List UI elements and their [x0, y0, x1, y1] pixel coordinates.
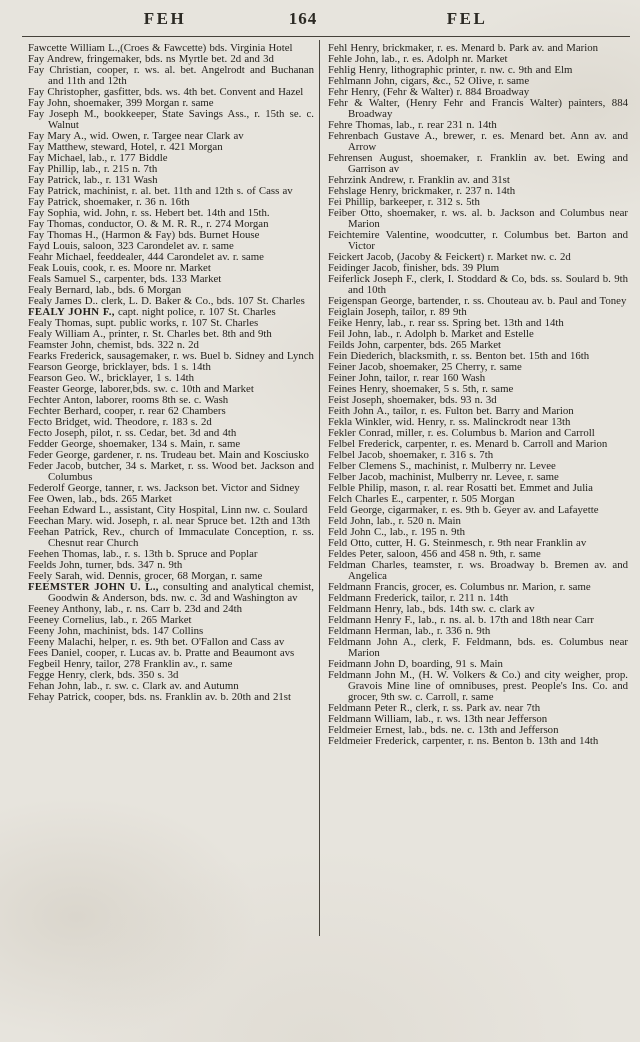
directory-entry: Federolf George, tanner, r. ws. Jackson bet. Victor and Sidney	[28, 482, 300, 494]
directory-entry: Fay Patrick, shoemaker, r. 36 n. 16th	[28, 196, 190, 208]
directory-entry: Fehlig Henry, lithographic printer, r. nw. c. 9th and Elm	[328, 64, 573, 76]
directory-entry: Feldman Charles, teamster, r. ws. Broadway b. Bremen av. and Angelica	[328, 559, 628, 582]
directory-entry: Feldes Peter, saloon, 456 and 458 n. 9th, r. same	[328, 548, 541, 560]
directory-entry: Feeny John, machinist, bds. 147 Collins	[28, 625, 204, 637]
directory-entry: Fawcette William L.,(Croes & Fawcette) bds. Virginia Hotel	[28, 42, 293, 54]
directory-entry: Fehre Thomas, lab., r. rear 231 n. 14th	[328, 119, 497, 131]
entry-name-bold: FEEMSTER JOHN U. L.,	[28, 581, 159, 593]
directory-entry: Feak Louis, cook, r. es. Moore nr. Market	[28, 262, 211, 274]
directory-entry: Feehen Thomas, lab., r. s. 13th b. Spruce and Poplar	[28, 548, 258, 560]
directory-entry: Fealy Thomas, supt. public works, r. 107 St. Charles	[28, 317, 259, 329]
directory-entry: Feiglain Joseph, tailor, r. 89 9th	[328, 306, 467, 318]
directory-column-right	[328, 43, 628, 747]
directory-entry: Felber Jacob, machinist, Mulberry nr. Levee, r. same	[328, 471, 559, 483]
directory-entry: Felber Clemens S., machinist, r. Mulberry nr. Levee	[328, 460, 556, 472]
directory-entry: Fehrensen August, shoemaker, r. Franklin av. bet. Ewing and Garrison av	[328, 152, 628, 175]
directory-entry: Feines Henry, shoemaker, 5 s. 5th, r. same	[328, 383, 514, 395]
directory-entry: Fein Diederich, blacksmith, r. ss. Benton bet. 15th and 16th	[328, 350, 590, 362]
directory-entry: Feldmann Henry, lab., bds. 14th sw. c. clark av	[328, 603, 535, 615]
directory-entry: Felbel Jacob, shoemaker, r. 316 s. 7th	[328, 449, 494, 461]
directory-entry: Fay Thomas H., (Harmon & Fay) bds. Burnet House	[28, 229, 260, 241]
directory-entry: Feith John A., tailor, r. es. Fulton bet. Barry and Marion	[328, 405, 574, 417]
directory-entry: Feldmann Herman, lab., r. 336 n. 9th	[328, 625, 491, 637]
directory-entry: Feickert Jacob, (Jacoby & Feickert) r. Market nw. c. 2d	[328, 251, 571, 263]
column-divider-rule	[319, 40, 320, 936]
directory-entry: Feiferlick Joseph F., clerk, I. Stoddard & Co, bds. ss. Soulard b. 9th and 10th	[328, 273, 628, 296]
directory-entry: Feder George, gardener, r. ns. Trudeau bet. Main and Kosciusko	[28, 449, 309, 461]
directory-entry: FEEMSTER JOHN U. L., consulting and analytical chemist, Goodwin & Anderson, bds. nw. c. 3d and Washington av	[28, 581, 314, 604]
directory-entry: Fay Mary A., wid. Owen, r. Targee near Clark av	[28, 130, 244, 142]
directory-entry: Feely Sarah, wid. Dennis, grocer, 68 Morgan, r. same	[28, 570, 263, 582]
directory-entry: Feahr Michael, feeddealer, 444 Carondelet av. r. same	[28, 251, 264, 263]
directory-entry: Fehrzink Andrew, r. Franklin av. and 31st	[328, 174, 510, 186]
directory-entry: Feechan Mary. wid. Joseph, r. al. near Spruce bet. 12th and 13th	[28, 515, 311, 527]
directory-entry: Fay John, shoemaker, 399 Morgan r. same	[28, 97, 214, 109]
directory-entry: Fearson George, bricklayer, bds. 1 s. 14th	[28, 361, 211, 373]
directory-entry: Feiner John, tailor, r. rear 160 Wash	[328, 372, 486, 384]
directory-entry: Fehay Patrick, cooper, bds. ns. Franklin av. b. 20th and 21st	[28, 691, 291, 703]
directory-entry: Fay Sophia, wid. John, r. ss. Hebert bet. 14th and 15th.	[28, 207, 270, 219]
directory-entry: Feigenspan George, bartender, r. ss. Chouteau av. b. Paul and Toney	[328, 295, 627, 307]
directory-entry: Feld John, lab., r. 520 n. Main	[328, 515, 461, 527]
directory-entry: Feld George, cigarmaker, r. es. 9th b. Geyer av. and Lafayette	[328, 504, 599, 516]
directory-entry: Feldmann William, lab., r. ws. 13th near Jefferson	[328, 713, 548, 725]
header-guide-word-left: FEH	[143, 9, 187, 28]
directory-entry: Feals Samuel S., carpenter, bds. 133 Market	[28, 273, 222, 285]
directory-entry: Fearson Geo. W., bricklayer, 1 s. 14th	[28, 372, 194, 384]
directory-entry: Fay Phillip, lab., r. 215 n. 7th	[28, 163, 158, 175]
directory-entry: Feichtemire Valentine, woodcutter, r. Columbus bet. Barton and Victor	[328, 229, 628, 252]
directory-entry: Feldmann Frederick, tailor, r. 211 n. 14th	[328, 592, 509, 604]
directory-entry: Feelds John, turner, bds. 347 n. 9th	[28, 559, 183, 571]
directory-entry: Feeny Malachi, helper, r. es. 9th bet. O'Fallon and Cass av	[28, 636, 285, 648]
directory-entry: Fealy Bernard, lab., bds. 6 Morgan	[28, 284, 182, 296]
directory-entry: Feehan Edward L., assistant, City Hospital, Linn nw. c. Soulard	[28, 504, 308, 516]
directory-entry: Fechter Berhard, cooper, r. rear 62 Chambers	[28, 405, 226, 417]
directory-entry: Feiner Jacob, shoemaker, 25 Cherry, r. same	[328, 361, 522, 373]
directory-entry: Fehle John, lab., r. es. Adolph nr. Market	[328, 53, 508, 65]
directory-entry: Feidmann John D, boarding, 91 s. Main	[328, 658, 503, 670]
directory-entry: Fay Christian, cooper, r. ws. al. bet. Angelrodt and Buchanan and 11th and 12th	[28, 64, 314, 87]
directory-entry: Fay Patrick, machinist, r. al. bet. 11th and 12th s. of Cass av	[28, 185, 293, 197]
directory-entry: Fee Owen, lab., bds. 265 Market	[28, 493, 172, 505]
directory-entry: Feilds John, carpenter, bds. 265 Market	[328, 339, 501, 351]
directory-entry: Fees Daniel, cooper, r. Lucas av. b. Pratte and Beaumont avs	[28, 647, 295, 659]
directory-entry: Feiber Otto, shoemaker, r. ws. al. b. Jackson and Columbus near Marion	[328, 207, 628, 230]
directory-entry: Fay Matthew, steward, Hotel, r. 421 Morgan	[28, 141, 223, 153]
directory-entry: Feldmann Francis, grocer, es. Columbus nr. Marion, r. same	[328, 581, 591, 593]
directory-entry: Feeney Anthony, lab., r. ns. Carr b. 23d and 24th	[28, 603, 243, 615]
page-number: 164	[288, 9, 318, 28]
directory-entry: Feehan Patrick, Rev., church of Immaculate Conception, r. ss. Chesnut rear Church	[28, 526, 314, 549]
directory-entry: Fei Phillip, barkeeper, r. 312 s. 5th	[328, 196, 480, 208]
directory-entry: Feidinger Jacob, finisher, bds. 39 Plum	[328, 262, 500, 274]
directory-entry: Feaster George, laborer,bds. sw. c. 10th and Market	[28, 383, 254, 395]
directory-entry: Fehl Henry, brickmaker, r. es. Menard b. Park av. and Marion	[328, 42, 599, 54]
directory-entry: FEALY JOHN F., capt. night police, r. 107 St. Charles	[28, 306, 276, 318]
directory-entry: Felbel Frederick, carpenter, r. es. Menard b. Carroll and Marion	[328, 438, 608, 450]
directory-entry: Fehr Henry, (Fehr & Walter) r. 884 Broadway	[328, 86, 530, 98]
directory-entry: Fehlmann John, cigars, &c., 52 Olive, r. same	[328, 75, 530, 87]
directory-entry: Fecto Bridget, wid. Theodore, r. 183 s. 2d	[28, 416, 212, 428]
entry-name-bold: FEALY JOHN F.,	[28, 306, 115, 318]
directory-entry: Fay Christopher, gasfitter, bds. ws. 4th bet. Convent and Hazel	[28, 86, 304, 98]
header-guide-word-right: FEL	[446, 9, 488, 28]
directory-entry: Feder Jacob, butcher, 34 s. Market, r. ss. Wood bet. Jackson and Columbus	[28, 460, 314, 483]
directory-entry: Fehslage Henry, brickmaker, r. 237 n. 14th	[328, 185, 516, 197]
directory-entry: Fay Thomas, conductor, O. & M. R. R., r. 274 Morgan	[28, 218, 269, 230]
header-rule	[22, 36, 630, 37]
directory-entry: Feamster John, chemist, bds. 322 n. 2d	[28, 339, 199, 351]
directory-entry: Fegbeil Henry, tailor, 278 Franklin av., r. same	[28, 658, 233, 670]
directory-column-left	[28, 43, 314, 703]
directory-entry: Fehr & Walter, (Henry Fehr and Francis Walter) painters, 884 Broadway	[328, 97, 628, 120]
directory-entry: Fedder George, shoemaker, 134 s. Main, r. same	[28, 438, 241, 450]
directory-entry: Fay Michael, lab., r. 177 Biddle	[28, 152, 168, 164]
directory-entry: Feld Otto, cutter, H. G. Steinmesch, r. 9th near Franklin av	[328, 537, 587, 549]
directory-entry: Feist Joseph, shoemaker, bds. 93 n. 3d	[328, 394, 497, 406]
directory-entry: Feldmann Henry F., lab., r. ns. al. b. 17th and 18th near Carr	[328, 614, 595, 626]
directory-entry: Fealy William A., printer, r. St. Charles bet. 8th and 9th	[28, 328, 272, 340]
directory-entry: Fecto Joseph, pilot, r. ss. Cedar, bet. 3d and 4th	[28, 427, 237, 439]
directory-entry: Feldmeier Ernest, lab., bds. ne. c. 13th and Jefferson	[328, 724, 559, 736]
directory-entry: Feldmeier Frederick, carpenter, r. ns. Benton b. 13th and 14th	[328, 735, 599, 747]
directory-entry: Feldmann John A., clerk, F. Feldmann, bds. es. Columbus near Marion	[328, 636, 628, 659]
directory-entry: Fealy James D.. clerk, L. D. Baker & Co., bds. 107 St. Charles	[28, 295, 305, 307]
directory-entry: Fearks Frederick, sausagemaker, r. ws. Buel b. Sidney and Lynch	[28, 350, 314, 362]
directory-entry: Fegge Henry, clerk, bds. 350 s. 3d	[28, 669, 179, 681]
directory-entry: Fay Patrick, lab., r. 131 Wash	[28, 174, 158, 186]
directory-entry: Feld John C., lab., r. 195 n. 9th	[328, 526, 465, 538]
directory-entry: Feldmann John M., (H. W. Volkers & Co.) and city weigher, prop. Gravois Mine line of omnibuses, prest. People's Ins. Co. and grocer, 9th sw. c. Carroll, r. same	[328, 669, 628, 703]
directory-entry: Fehrenbach Gustave A., brewer, r. es. Menard bet. Ann av. and Arrow	[328, 130, 628, 153]
directory-entry: Fekla Winkler, wid. Henry, r. ss. Malinckrodt near 13th	[328, 416, 571, 428]
directory-entry: Fechter Anton, laborer, rooms 8th se. c. Wash	[28, 394, 229, 406]
directory-entry: Fayd Louis, saloon, 323 Carondelet av. r. same	[28, 240, 234, 252]
directory-entry: Fay Andrew, fringemaker, bds. ns Myrtle bet. 2d and 3d	[28, 53, 274, 65]
directory-entry: Fay Joseph M., bookkeeper, State Savings Ass., r. 15th se. c. Walnut	[28, 108, 314, 131]
directory-entry: Felch Charles E., carpenter, r. 505 Morgan	[328, 493, 515, 505]
directory-entry: Feil John, lab., r. Adolph b. Market and Estelle	[328, 328, 534, 340]
directory-entry: Feldmann Peter R., clerk, r. ss. Park av. near 7th	[328, 702, 541, 714]
directory-entry: Fekler Conrad, miller, r. es. Columbus b. Marion and Carroll	[328, 427, 595, 439]
directory-entry: Feike Henry, lab., r. rear ss. Spring bet. 13th and 14th	[328, 317, 564, 329]
directory-entry: Felble Philip, mason, r. al. rear Rosatti bet. Emmet and Julia	[328, 482, 593, 494]
directory-entry: Feeney Cornelius, lab., r. 265 Market	[28, 614, 192, 626]
directory-entry: Fehan John, lab., r. sw. c. Clark av. and Autumn	[28, 680, 239, 692]
